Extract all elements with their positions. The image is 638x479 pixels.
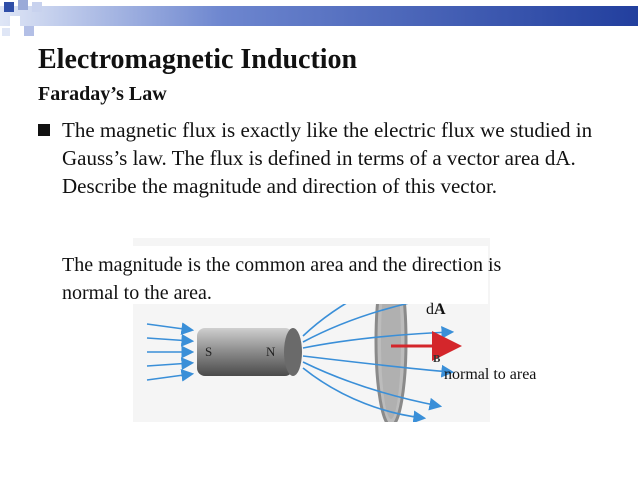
vector-label <box>426 301 446 319</box>
vector-label-bold: A <box>434 301 446 318</box>
magnet-north-label: N <box>266 344 276 359</box>
magnet-south-label: S <box>205 344 213 359</box>
field-label: B <box>433 353 441 365</box>
bullet-marker-icon <box>38 124 50 136</box>
vector-label-prefix: d <box>426 301 434 318</box>
bar-magnet <box>197 328 302 376</box>
bullet-text: The magnetic flux is exactly like the electric flux we studied in Gauss’s law. The flux is defined in terms of a vector area dA. Describe the magnitude and direction of this vector. <box>62 118 593 198</box>
normal-label: normal to area <box>444 366 537 383</box>
header-decoration <box>0 0 638 38</box>
slide-title: Electromagnetic Induction <box>38 44 358 75</box>
slide-subtitle: Faraday’s Law <box>38 83 167 105</box>
answer-text: The magnitude is the common area and the direction is normal to the area. <box>62 254 502 304</box>
incoming-field-lines <box>147 324 191 380</box>
